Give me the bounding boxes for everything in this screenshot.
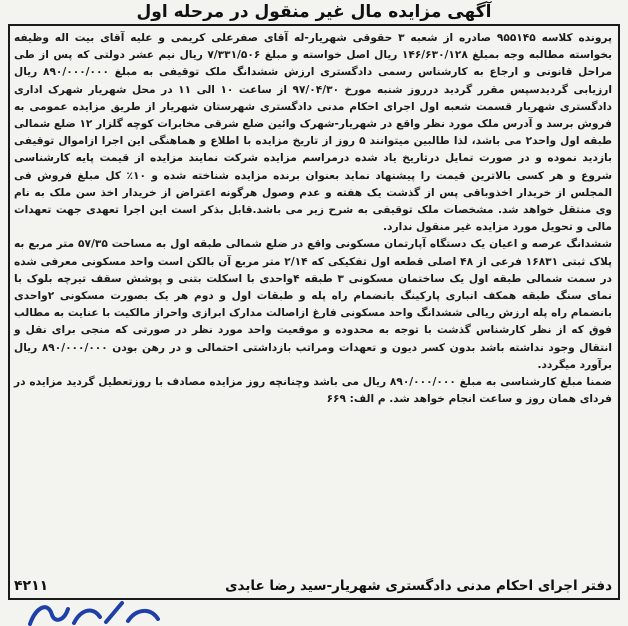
notice-paragraph-3: ضمنا مبلغ کارشناسی به مبلغ ۸۹۰/۰۰۰/۰۰۰ ریال می باشد وچنانچه روز مزایده مصادف با روزتعطیل گردید مزایده در فردای همان روز و ساعت انجام خواهد شد. م الف: ۶۶۹: [14, 376, 612, 406]
notice-title: آگهی مزایده مال غیر منقول در مرحله اول: [136, 2, 492, 22]
notice-body: [14, 30, 612, 408]
notice-paragraph-2: ششدانگ عرصه و اعیان یک دستگاه آپارتمان مسکونی واقع در ضلع شمالی طبقه اول به مساحت ۵۷/۳۵ متر مربع به پلاک ثبتی ۱۶۸۳۱ فرعی از ۴۸ اصلی قطعه اول تفکیکی که ۲/۱۴ متر مربع آن بالکن است واحد مسکونی معرفی شده در سمت شمالی طبقه اول یک ساختمان مسکونی ۳ طبقه ۴واحدی با اسکلت بتنی و پوشش سقف تیرچه بلوک با نمای سنگ طبقه همکف انباری پارکینگ بانضمام راه پله و طبقات اول و دوم هر یک بصورت مسکونی ۲واحدی بانضمام راه پله ارزش ریالی ششدانگ واحد مسکونی فارغ ازاصالت مدارک ابرازی واحراز مالکیت با عنایت به مطالب فوق که از نظر کارشناس گذشت با توجه به محدوده و موقعیت واحد مورد نظر در صورتی که منجی برای نقل و انتقال وجود نداشته باشد بدون کسر دیون و تعهدات ومراتب بازداشتی احتمالی و در رهن بودن ۸۹۰/۰۰۰/۰۰۰ ریال برآورد میگردد.: [14, 238, 612, 371]
notice-code: ۴۲۱۱: [14, 578, 49, 594]
handwritten-mark: [8, 597, 208, 626]
notice-paragraph-1: پرونده کلاسه ۹۵۵۱۴۵ صادره از شعبه ۳ حقوقی شهریار-له آقای صفرعلی کریمی و علیه آقای بیت اله وظیفه بخواسته مطالبه وجه بمبلغ ۱۴۶/۶۳۰/۱۲۸ ریال اصل خواسته و مبلغ ۷/۳۳۱/۵۰۶ ریال نیم عشر دولتی که پس از طی مراحل قانونی و ارجاع به کارشناس رسمی دادگستری ارزش ششدانگ ملک توقیفی به مبلغ ۸۹۰/۰۰۰/۰۰۰ ریال ارزیابی گردیدسپس مقرر گردید درروز شنبه مورخ ۹۷/۰۴/۳۰ از ساعت ۱۰ الی ۱۱ در محل شهریار شهرک اداری دادگستری شهریار قسمت شعبه اول اجرای احکام مدنی دادگستری شهرستان شهریار از طریق مزایده عمومی به فروش برسد و آدرس ملک مورد نظر واقع در شهریار-شهرک وائین ضلع شرقی مخابرات کوچه گلزار ۱۲ ضلع شمالی طبقه اول واحد۲ می باشد، لذا طالبین میتوانند ۵ روز از تاریخ مزایده با اطلاع و هماهنگی این اجرا ازاموال توقیفی بازدید نموده و در صورت تمایل درتاریخ یاد شده درمراسم مزایده شرکت نمایند مزایده از قیمت پایه کارشناسی شروع و هر کسی بالاترین قیمت را پیشنهاد نماید بعنوان برنده مزایده شناخته شده و ۱۰٪ کل مبلغ فروش فی المجلس از خریدار اخذوباقی پس از گذشت یک هفته و عدم وصول هرگونه اعتراض از خریدار اخذ سن ملک به نام وی منتقل خواهد شد. مشخصات ملک توقیفی به شرح زیر می باشد.قابل بذکر است این اجرا تعهدی جهت تعهدات مالی و تحویل مورد مزایده غیر منقول ندارد.: [14, 32, 613, 234]
issuer-signature-line: دفتر اجرای احکام مدنی دادگستری شهریار-سید رضا عابدی: [225, 578, 612, 594]
handwritten-mark-svg: [8, 597, 208, 626]
notice-footer: [14, 575, 612, 597]
